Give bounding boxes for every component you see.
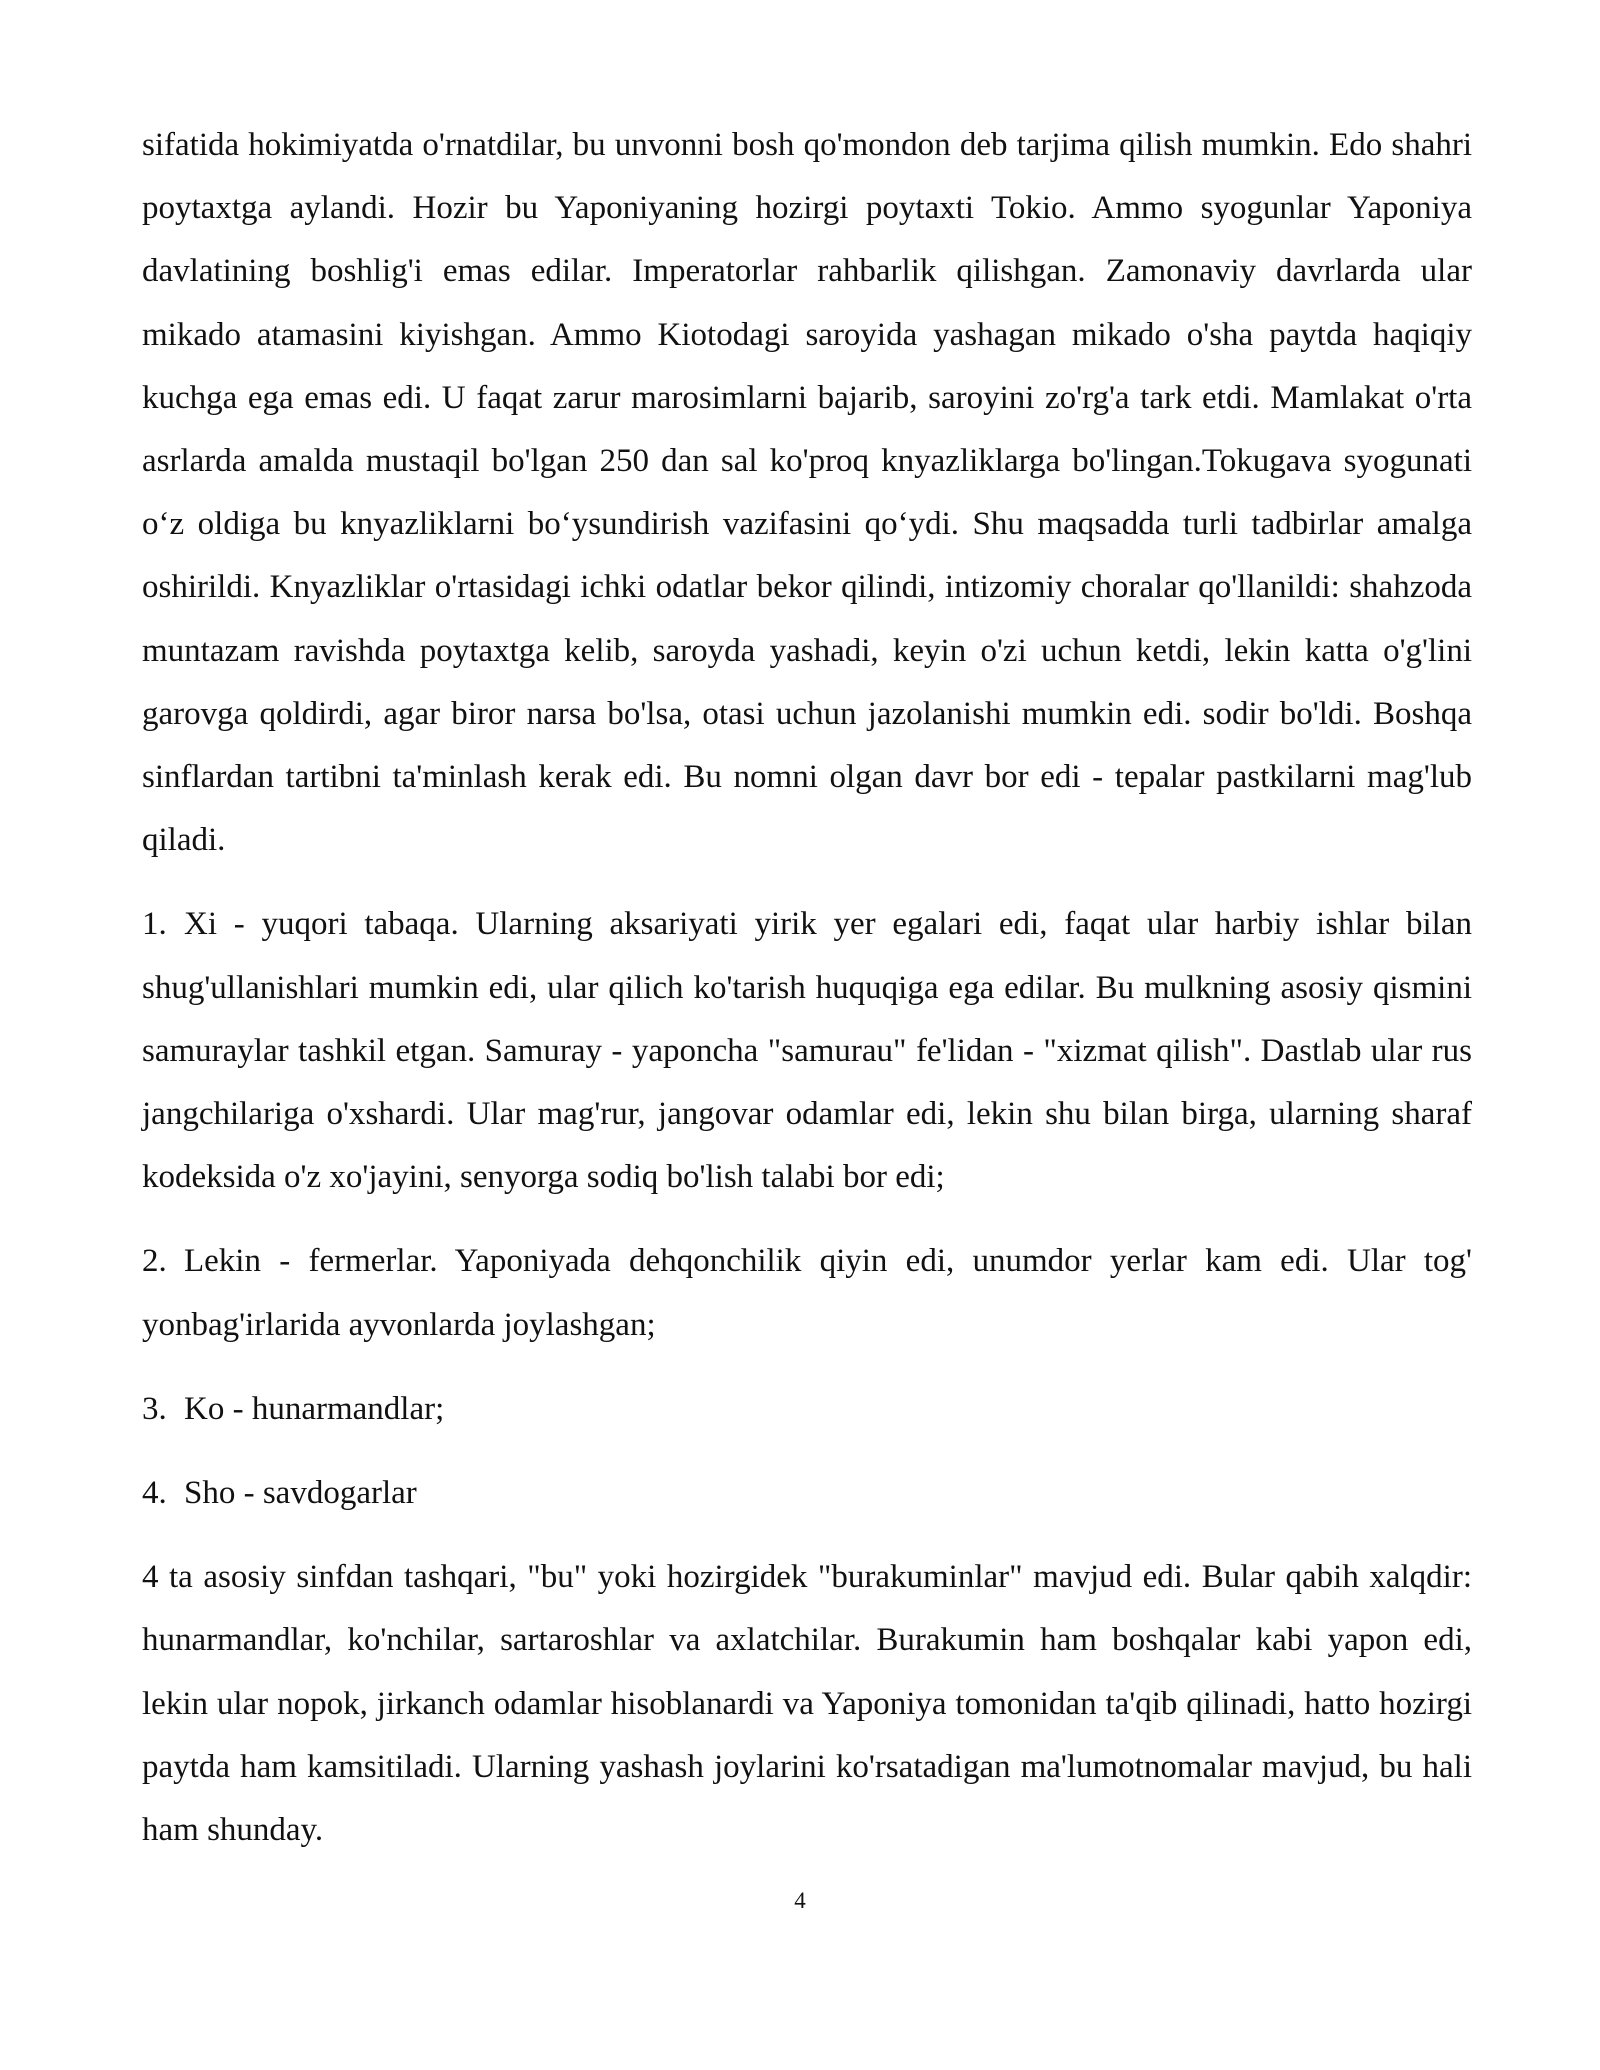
page-number: 4 (794, 1888, 806, 1913)
list-item-text: Lekin - fermerlar. Yaponiyada dehqonchilik qiyin edi, unumdor yerlar kam edi. Ular tog' yonbag'irlarida ayvonlarda joylashgan; (142, 1243, 1472, 1343)
list-number: 3. (142, 1390, 167, 1427)
list-number: 2. (142, 1243, 167, 1280)
page-body (142, 114, 1472, 1862)
list-item-text: Xi - yuqori tabaqa. Ularning aksariyati yirik yer egalari edi, faqat ular harbiy ishlar bilan shug'ullanishlari mumkin edi, ular qilich ko'tarish huquqiga ega edilar. Bu mulkning asosiy qismini samuraylar tashkil etgan. Samuray - yaponcha "samurau" fe'lidan - "xizmat qilish". Dastlab ular rus jangchilariga o'xshardi. Ular mag'rur, jangovar odamlar edi, lekin shu bilan birga, ularning sharaf kodeksida o'z xo'jayini, senyorga sodiq bo'lish talabi bor edi; (142, 906, 1472, 1196)
list-item-4 (142, 1462, 1472, 1525)
list-item-1 (142, 893, 1472, 1209)
list-item-2 (142, 1230, 1472, 1356)
list-item-3 (142, 1378, 1472, 1441)
paragraph-intro: sifatida hokimiyatda o'rnatdilar, bu unvonni bosh qo'mondon deb tarjima qilish mumkin. Edo shahri poytaxtga aylandi. Hozir bu Yaponiyaning hozirgi poytaxti Tokio. Ammo syogunlar Yaponiya davlatining boshlig'i emas edilar. Imperatorlar rahbarlik qilishgan. Zamonaviy davrlarda ular mikado atamasini kiyishgan. Ammo Kiotodagi saroyida yashagan mikado o'sha paytda haqiqiy kuchga ega emas edi. U faqat zarur marosimlarni bajarib, saroyini zo'rg'a tark etdi. Mamlakat o'rta asrlarda amalda mustaqil bo'lgan 250 dan sal ko'proq knyazliklarga bo'lingan.Tokugava syogunati o‘z oldiga bu knyazliklarni bo‘ysundirish vazifasini qo‘ydi. Shu maqsadda turli tadbirlar amalga oshirildi. Knyazliklar o'rtasidagi ichki odatlar bekor qilindi, intizomiy choralar qo'llanildi: shahzoda muntazam ravishda poytaxtga kelib, saroyda yashadi, keyin o'zi uchun ketdi, lekin katta o'g'lini garovga qoldirdi, agar biror narsa bo'lsa, otasi uchun jazolanishi mumkin edi. sodir bo'ldi. Boshqa sinflardan tartibni ta'minlash kerak edi. Bu nomni olgan davr bor edi - tepalar pastkilarni mag'lub qiladi. (142, 127, 1472, 859)
list-item-text: Sho - savdogarlar (184, 1475, 417, 1512)
list-number: 1. (142, 906, 167, 943)
list-number: 4. (142, 1475, 167, 1512)
paragraph-burakumin: 4 ta asosiy sinfdan tashqari, "bu" yoki hozirgidek "burakuminlar" mavjud edi. Bular qabih xalqdir: hunarmandlar, ko'nchilar, sartaroshlar va axlatchilar. Burakumin ham boshqalar kabi yapon edi, lekin ular nopok, jirkanch odamlar hisoblanardi va Yaponiya tomonidan ta'qib qilinadi, hatto hozirgi paytda ham kamsitiladi. Ularning yashash joylarini ko'rsatadigan ma'lumotnomalar mavjud, bu hali ham shunday. (142, 1559, 1472, 1849)
list-item-text: Ko - hunarmandlar; (184, 1390, 445, 1427)
